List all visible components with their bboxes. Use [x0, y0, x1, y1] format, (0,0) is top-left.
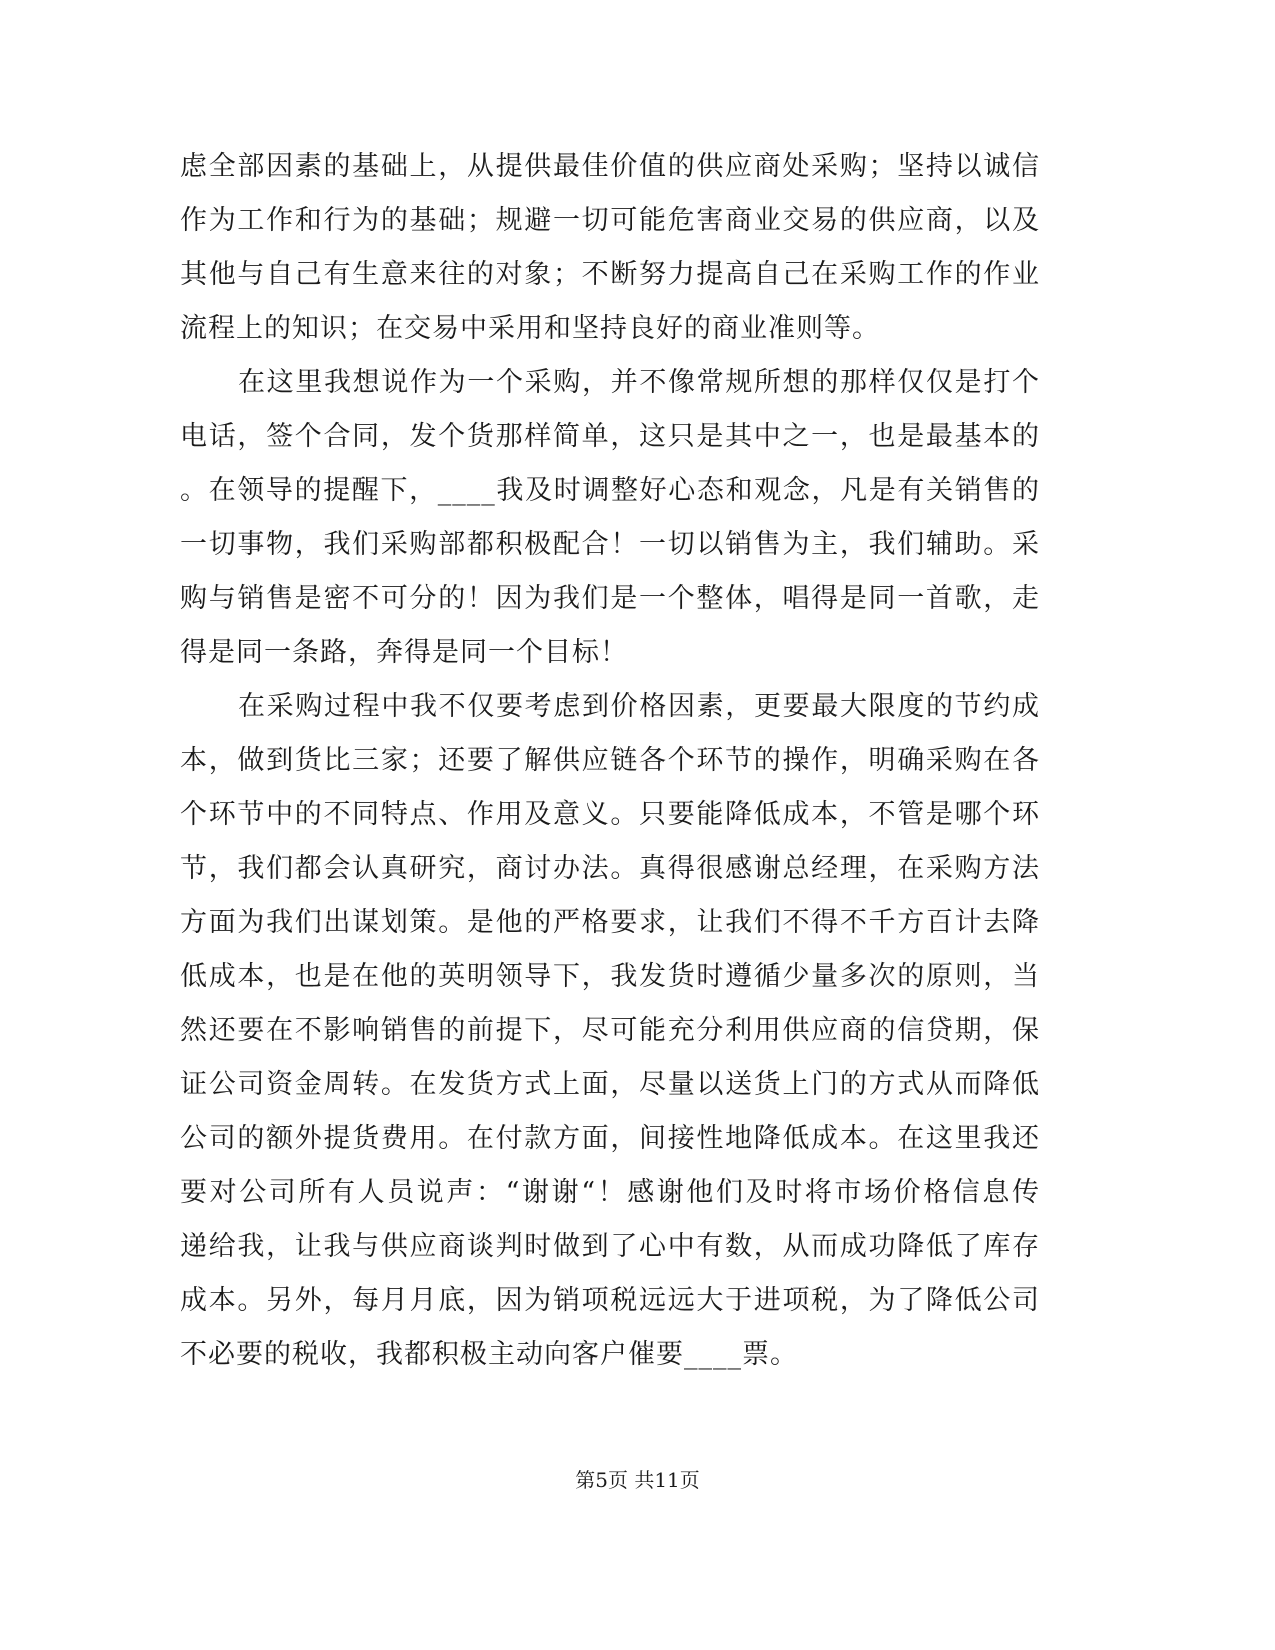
text-line: 证公司资金周转。在发货方式上面，尽量以送货上门的方式从而降低: [180, 1069, 1040, 1100]
text-line: 一切事物，我们采购部都积极配合！一切以销售为主，我们辅助。采: [180, 529, 1040, 560]
text-line: 作为工作和行为的基础；规避一切可能危害商业交易的供应商，以及: [180, 205, 1040, 236]
text-line: 虑全部因素的基础上，从提供最佳价值的供应商处采购；坚持以诚信: [180, 151, 1040, 182]
paragraph: [180, 356, 1040, 680]
text-line: 方面为我们出谋划策。是他的严格要求，让我们不得不千方百计去降: [180, 907, 1040, 938]
paragraph: [180, 680, 1040, 1382]
text-line: 在采购过程中我不仅要考虑到价格因素，更要最大限度的节约成: [238, 691, 1040, 722]
paragraph: [180, 140, 1040, 356]
text-line: 然还要在不影响销售的前提下，尽可能充分利用供应商的信贷期，保: [180, 1015, 1040, 1046]
text-line: 成本。另外，每月月底，因为销项税远远大于进项税，为了降低公司: [180, 1285, 1040, 1316]
text-line: 低成本，也是在他的英明领导下，我发货时遵循少量多次的原则，当: [180, 961, 1040, 992]
text-line: 在这里我想说作为一个采购，并不像常规所想的那样仅仅是打个: [238, 367, 1040, 398]
text-line: 流程上的知识；在交易中采用和坚持良好的商业准则等。: [180, 313, 880, 344]
document-body: [180, 140, 1040, 1382]
text-line: 电话，签个合同，发个货那样简单，这只是其中之一，也是最基本的: [180, 421, 1040, 452]
text-line: 。在领导的提醒下，____我及时调整好心态和观念，凡是有关销售的: [180, 475, 1040, 506]
text-line: 节，我们都会认真研究，商讨办法。真得很感谢总经理，在采购方法: [180, 853, 1040, 884]
text-line: 不必要的税收，我都积极主动向客户催要____票。: [180, 1339, 798, 1370]
text-line: 要对公司所有人员说声：“谢谢“！感谢他们及时将市场价格信息传: [180, 1177, 1040, 1208]
text-line: 公司的额外提货费用。在付款方面，间接性地降低成本。在这里我还: [180, 1123, 1040, 1154]
page-number-footer: 第5页 共11页: [575, 1468, 700, 1492]
text-line: 递给我，让我与供应商谈判时做到了心中有数，从而成功降低了库存: [180, 1231, 1040, 1262]
text-line: 本，做到货比三家；还要了解供应链各个环节的操作，明确采购在各: [180, 745, 1040, 776]
text-line: 得是同一条路，奔得是同一个目标！: [180, 637, 628, 668]
text-line: 个环节中的不同特点、作用及意义。只要能降低成本，不管是哪个环: [180, 799, 1040, 830]
text-line: 购与销售是密不可分的！因为我们是一个整体，唱得是同一首歌，走: [180, 583, 1040, 614]
text-line: 其他与自己有生意来往的对象；不断努力提高自己在采购工作的作业: [180, 259, 1040, 290]
